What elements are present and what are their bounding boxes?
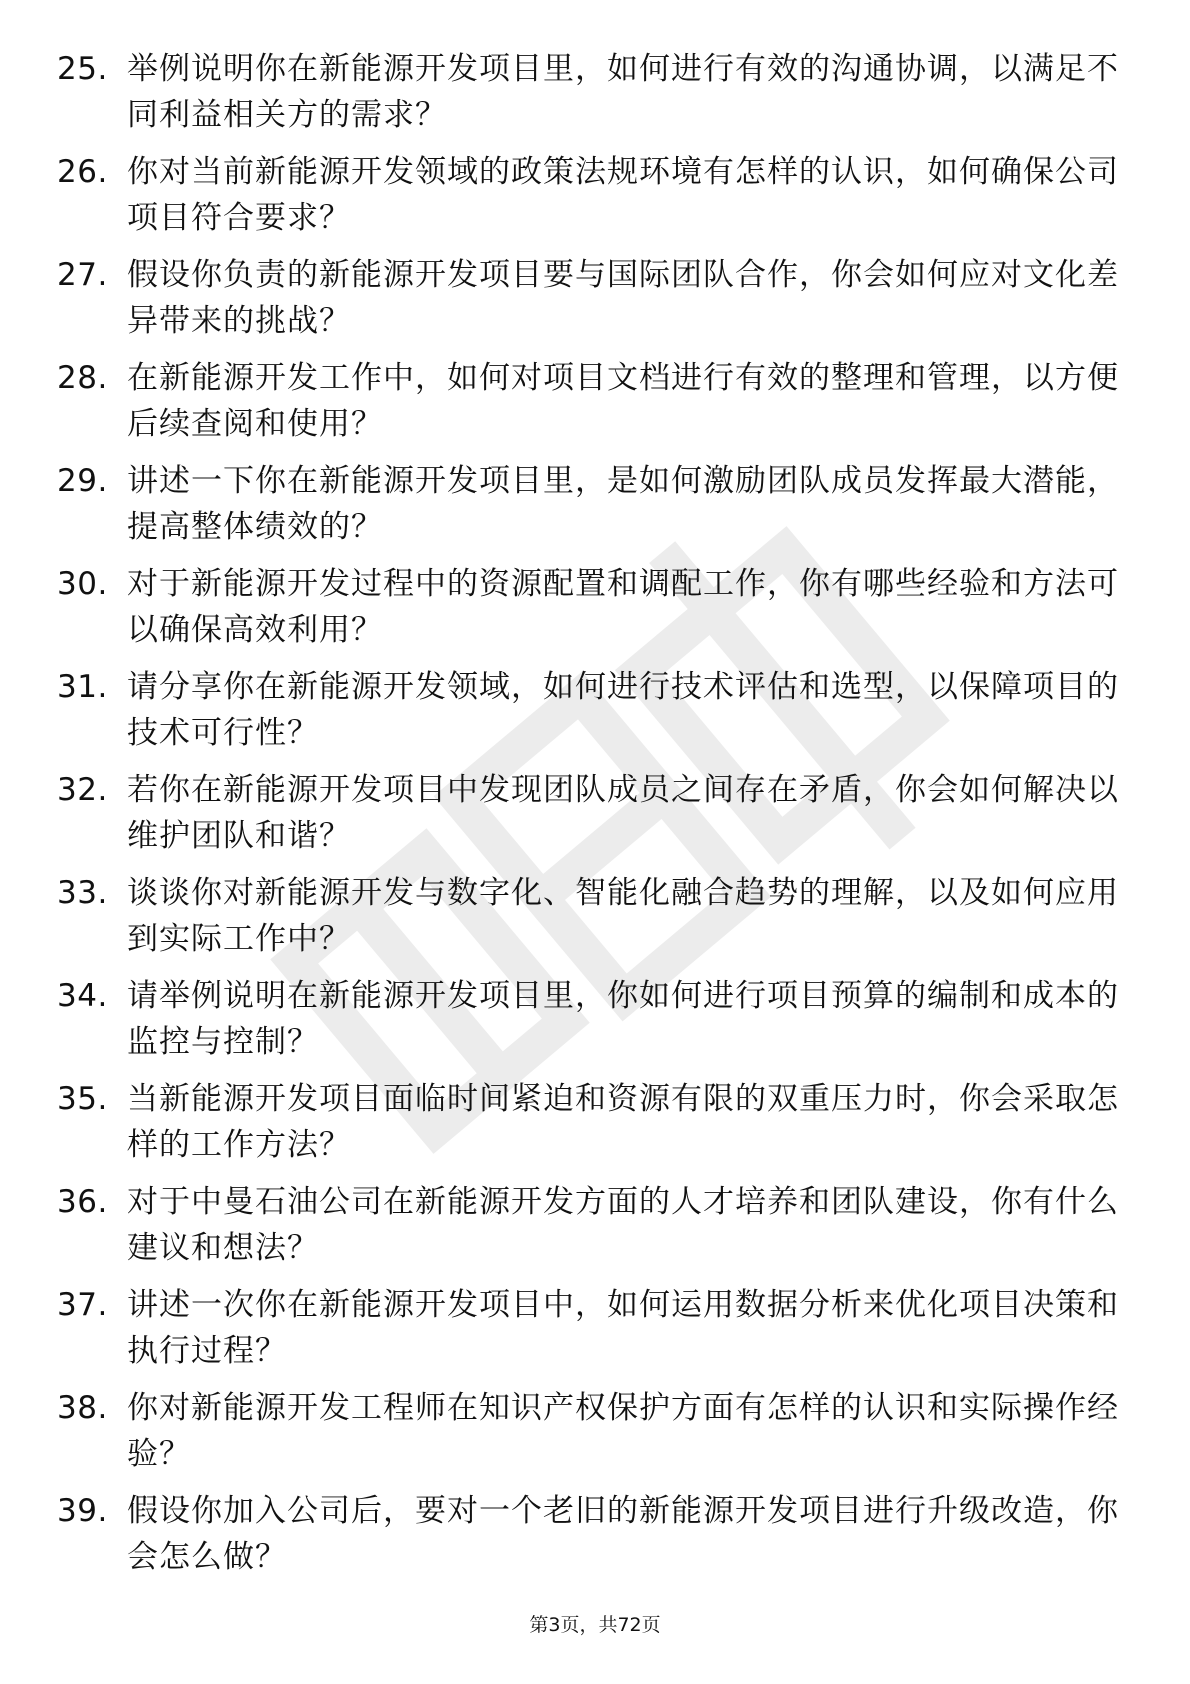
- question-item: [0, 355, 1190, 458]
- question-number: 28.: [57, 360, 108, 396]
- question-text: 请分享你在新能源开发领域，如何进行技术评估和选型，以保障项目的技术可行性？: [127, 669, 1119, 751]
- question-text: 请举例说明在新能源开发项目里，你如何进行项目预算的编制和成本的监控与控制？: [127, 978, 1119, 1060]
- question-text: 谈谈你对新能源开发与数字化、智能化融合趋势的理解，以及如何应用到实际工作中？: [127, 875, 1119, 957]
- question-item: [0, 1179, 1190, 1282]
- question-text: 你对当前新能源开发领域的政策法规环境有怎样的认识，如何确保公司项目符合要求？: [127, 154, 1119, 236]
- question-item: [0, 46, 1190, 149]
- question-text: 当新能源开发项目面临时间紧迫和资源有限的双重压力时，你会采取怎样的工作方法？: [127, 1081, 1119, 1163]
- question-number: 35.: [57, 1081, 108, 1117]
- question-item: [0, 252, 1190, 355]
- question-number: 31.: [57, 669, 108, 705]
- question-text: 在新能源开发工作中，如何对项目文档进行有效的整理和管理，以方便后续查阅和使用？: [127, 360, 1119, 442]
- question-number: 33.: [57, 875, 108, 911]
- question-text: 假设你加入公司后，要对一个老旧的新能源开发项目进行升级改造，你会怎么做？: [127, 1493, 1119, 1575]
- page-number-label: 第3页，共72页: [529, 1614, 661, 1636]
- question-number: 27.: [57, 257, 108, 293]
- question-number: 26.: [57, 154, 108, 190]
- question-item: [0, 1488, 1190, 1591]
- question-number: 34.: [57, 978, 108, 1014]
- question-item: [0, 870, 1190, 973]
- question-text: 对于新能源开发过程中的资源配置和调配工作，你有哪些经验和方法可以确保高效利用？: [127, 566, 1119, 648]
- question-text: 假设你负责的新能源开发项目要与国际团队合作，你会如何应对文化差异带来的挑战？: [127, 257, 1119, 339]
- question-item: [0, 1385, 1190, 1488]
- question-item: [0, 149, 1190, 252]
- question-number: 37.: [57, 1287, 108, 1323]
- question-list: [0, 46, 1190, 1591]
- question-number: 32.: [57, 772, 108, 808]
- question-item: [0, 458, 1190, 561]
- question-text: 举例说明你在新能源开发项目里，如何进行有效的沟通协调，以满足不同利益相关方的需求？: [127, 51, 1119, 133]
- question-item: [0, 664, 1190, 767]
- question-text: 若你在新能源开发项目中发现团队成员之间存在矛盾，你会如何解决以维护团队和谐？: [127, 772, 1119, 854]
- question-item: [0, 973, 1190, 1076]
- question-item: [0, 1076, 1190, 1179]
- question-number: 29.: [57, 463, 108, 499]
- question-number: 39.: [57, 1493, 108, 1529]
- question-number: 25.: [57, 51, 108, 87]
- question-number: 36.: [57, 1184, 108, 1220]
- question-text: 你对新能源开发工程师在知识产权保护方面有怎样的认识和实际操作经验？: [127, 1390, 1119, 1472]
- question-number: 30.: [57, 566, 108, 602]
- question-item: [0, 561, 1190, 664]
- question-text: 讲述一下你在新能源开发项目里，是如何激励团队成员发挥最大潜能，提高整体绩效的？: [127, 463, 1119, 545]
- question-item: [0, 1282, 1190, 1385]
- question-text: 讲述一次你在新能源开发项目中，如何运用数据分析来优化项目决策和执行过程？: [127, 1287, 1119, 1369]
- page-footer: [0, 1610, 1190, 1640]
- question-item: [0, 767, 1190, 870]
- question-text: 对于中曼石油公司在新能源开发方面的人才培养和团队建设，你有什么建议和想法？: [127, 1184, 1119, 1266]
- question-number: 38.: [57, 1390, 108, 1426]
